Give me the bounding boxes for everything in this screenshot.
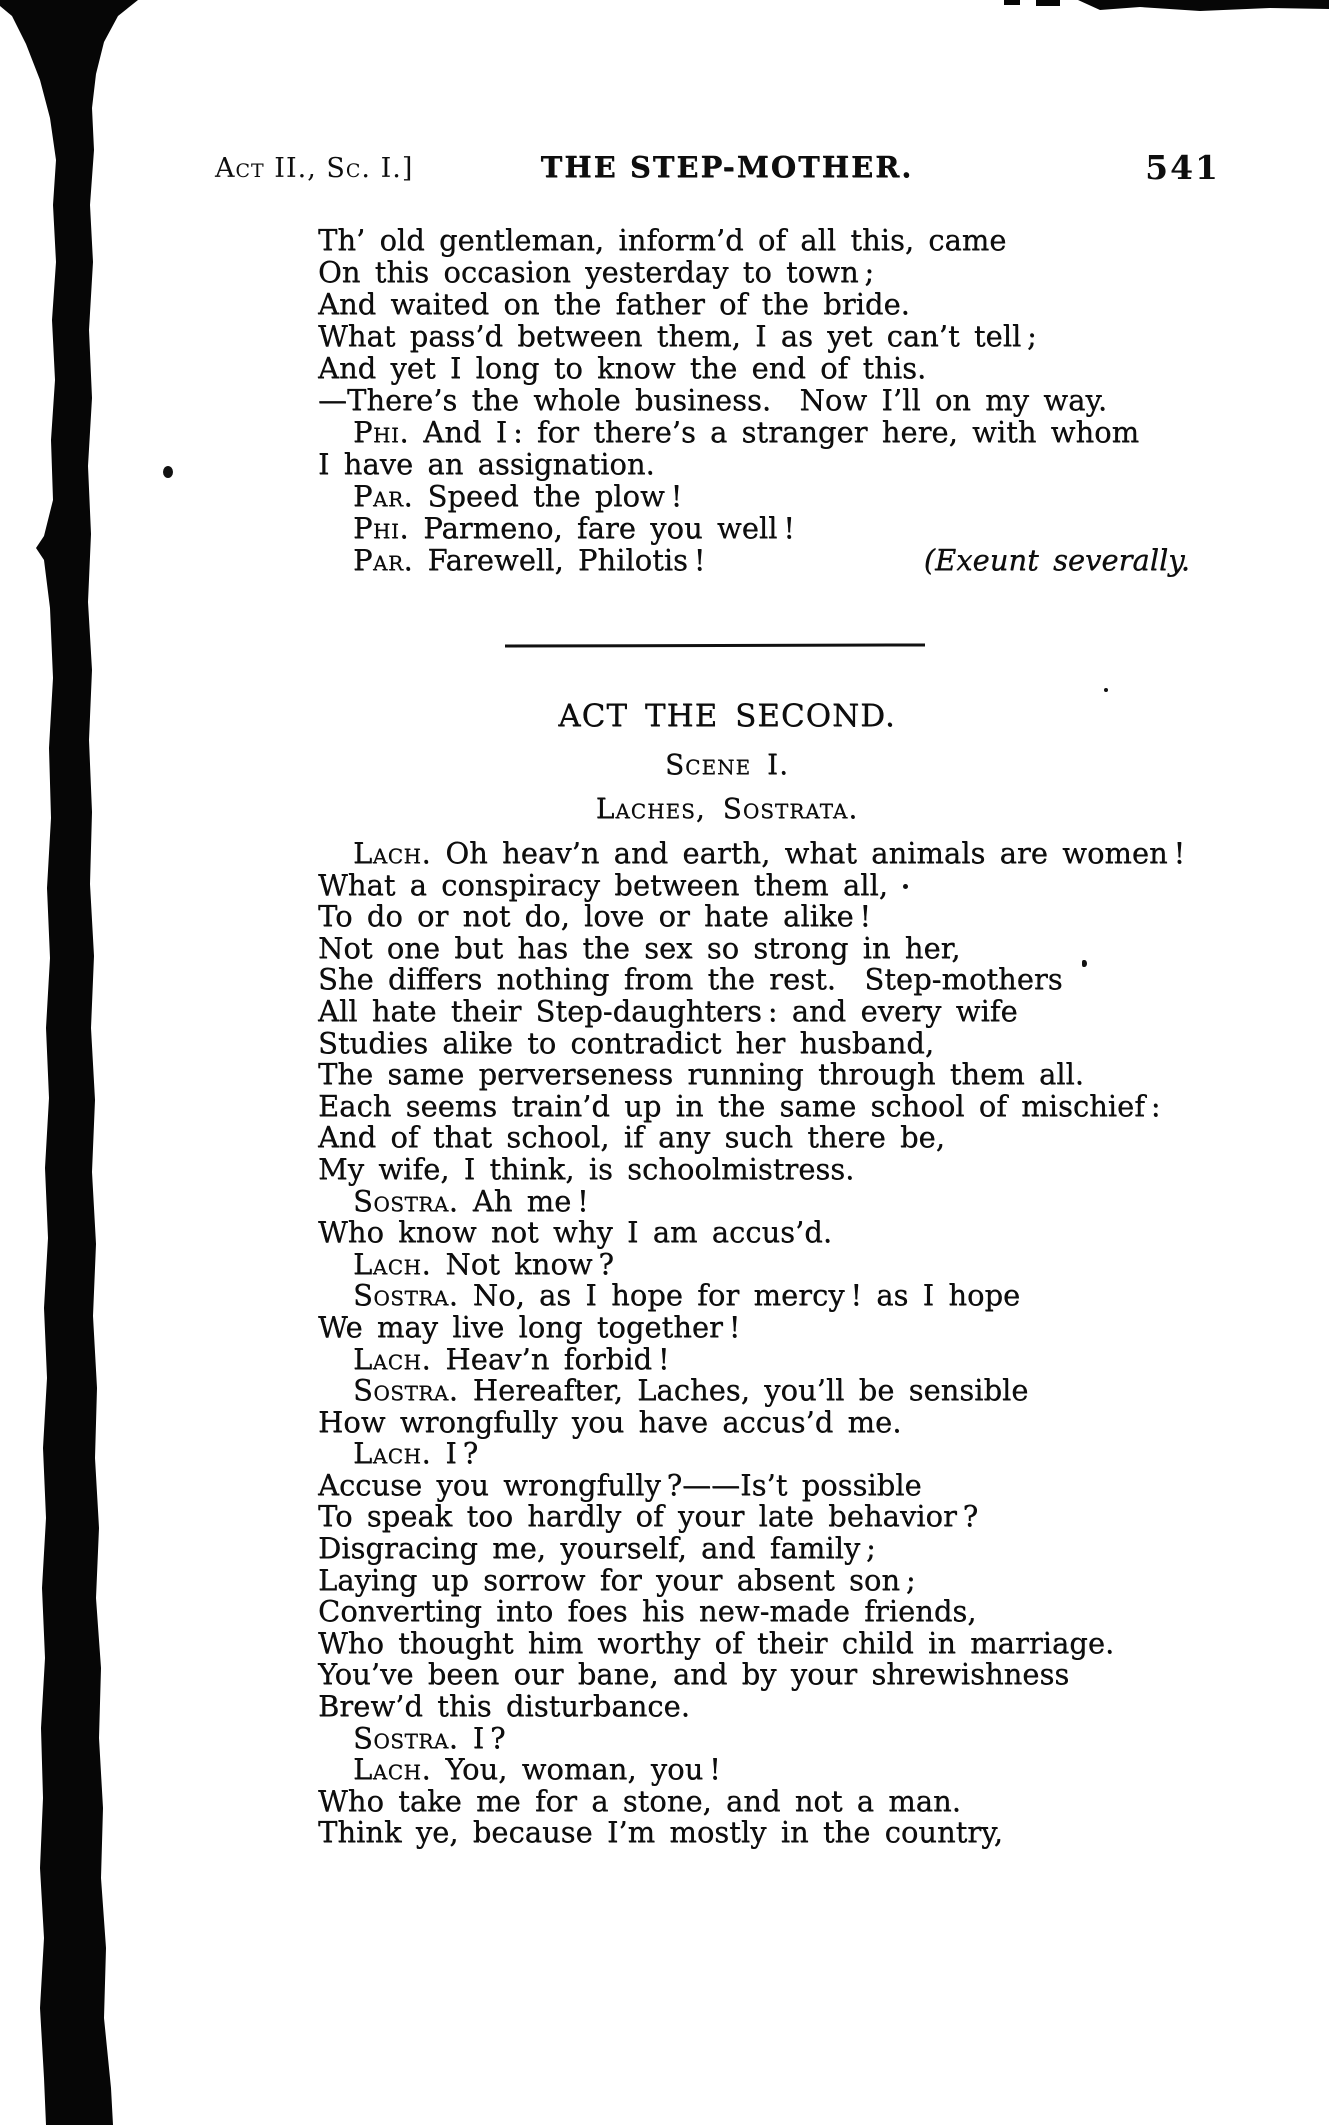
verse-line [318,480,1190,512]
ink-speck [1104,688,1108,692]
verse-text: Hereafter, Laches, you’ll be sensible [472,1373,1029,1408]
verse-line [318,1783,1190,1818]
verse-text: I ? [472,1720,506,1755]
running-header [0,150,1329,186]
verse-text: On this occasion yesterday to town ; [318,255,875,289]
verse-text: Who know not why I am accus’d. [318,1215,833,1250]
verse-text: —There’s the whole business. Now I’ll on my way. [318,383,1108,417]
verse-line [318,1754,1190,1786]
verse-line [318,1501,1190,1533]
section-divider [505,643,925,647]
verse-text: I ? [445,1436,479,1471]
verse-text: Each seems train’d up in the same school of mischief : [318,1088,1161,1123]
scene-heading: Scene I. [664,748,790,781]
verse-text: And waited on the father of the bride. [318,287,910,321]
verse-line [318,1151,1190,1186]
verse-line [318,1625,1190,1660]
stage-direction: (Exeunt severally. [923,543,1190,577]
verse-text: Think ye, because I’m mostly in the country, [318,1815,1003,1850]
verse-text: Brew’d this disturbance. [318,1689,690,1724]
verse-text: She differs nothing from the rest. Step-mothers [318,962,1063,997]
verse-line [318,1720,1190,1755]
verse-text: Converting into foes his new-made friends, [318,1594,977,1629]
verse-text: Not one but has the sex so strong in her, [318,930,961,965]
speaker-name: Sostra. [353,1183,459,1218]
speaker-name: Phi. [353,415,410,449]
verse-line [318,838,1190,870]
verse-line [318,448,1190,480]
verse-text: And I : for there’s a stranger here, with whom [423,415,1140,449]
verse-text: Oh heav’n and earth, what animals are women ! [445,836,1186,870]
act-heading: ACT THE SECOND. [558,698,896,734]
verse-line [318,512,1190,544]
verse-text: Parmeno, fare you well ! [423,511,795,545]
verse-line [318,867,1190,902]
verse-line [318,224,1190,256]
verse-line [318,288,1190,320]
scene-characters: Laches, Sostrata. [595,792,859,825]
verse-line [318,1659,1190,1691]
verse-line [318,1122,1190,1154]
verse-text: Not know ? [445,1246,614,1281]
verse-text: What pass’d between them, I as yet can’t tell ; [318,319,1037,353]
verse-text: My wife, I think, is schoolmistress. [318,1151,855,1186]
verse-line [318,1088,1190,1123]
verse-text: I have an assignation. [318,447,655,481]
speaker-name: Par. [353,543,414,577]
verse-text: What a conspiracy between them all, [318,867,888,902]
header-book-title: THE STEP-MOTHER. [540,150,914,184]
verse-line [318,1562,1190,1597]
speaker-name: Phi. [353,511,410,545]
verse-text: To do or not do, love or hate alike ! [318,899,872,934]
verse-line [318,1691,1190,1723]
verse-text: Ah me ! [472,1183,589,1218]
verse-text: Studies alike to contradict her husband, [318,1025,935,1060]
ink-speck [903,884,908,889]
speaker-name: Sostra. [353,1373,459,1408]
verse-text: The same perverseness running through them all. [318,1057,1085,1092]
verse-line [318,1404,1190,1439]
verse-line [318,1817,1190,1849]
verse-line [318,1183,1190,1218]
speaker-name: Lach. [353,1436,432,1471]
speaker-name: Sostra. [353,1720,459,1755]
speaker-name: Lach. [353,836,432,870]
verse-line [318,1467,1190,1502]
ink-speck [1082,960,1087,967]
speaker-name: Lach. [353,1752,432,1787]
verse-text: No, as I hope for mercy ! as I hope [472,1278,1021,1313]
verse-line [318,1025,1190,1060]
verse-line [318,256,1190,288]
verse-text: Who thought him worthy of their child in marriage. [318,1625,1115,1660]
verse-text: Disgracing me, yourself, and family ; [318,1531,876,1566]
verse-line [318,1246,1190,1281]
verse-line [318,352,1190,384]
verse-line [318,1217,1190,1249]
speaker-name: Lach. [353,1246,432,1281]
verse-line [318,930,1190,965]
verse-line [318,1280,1190,1312]
verse-line [318,1341,1190,1376]
verse-text: We may live long together ! [318,1309,741,1344]
verse-text: How wrongfully you have accus’d me. [318,1404,902,1439]
verse-text: All hate their Step-daughters : and every wife [318,993,1018,1028]
verse-text: Laying up sorrow for your absent son ; [318,1562,916,1597]
verse-line [318,964,1190,996]
verse-line [318,901,1190,933]
verse-text: Farewell, Philotis ! [427,543,706,577]
margin-ink-dot [163,466,173,478]
verse-text: Accuse you wrongfully ?——Is’t possible [318,1467,922,1502]
verse-line [318,384,1190,416]
verse-line [318,1059,1190,1091]
verse-line [318,1438,1190,1470]
verse-line [318,1533,1190,1565]
speaker-name: Par. [353,479,414,513]
verse-line [318,1309,1190,1344]
scene-dialogue-block [318,838,1190,1849]
verse-line [318,416,1190,448]
verse-text: To speak too hardly of your late behavior ? [318,1499,979,1534]
verse-text: You, woman, you ! [445,1752,721,1787]
verse-text: And of that school, if any such there be, [318,1120,945,1155]
verse-line [318,320,1190,352]
opening-dialogue-block [318,224,1190,576]
verse-text: Th’ old gentleman, inform’d of all this, came [318,223,1007,257]
verse-line [318,544,1190,576]
verse-line [318,993,1190,1028]
page-number: 541 [1145,148,1220,187]
verse-line [318,1375,1190,1407]
speaker-name: Sostra. [353,1278,459,1313]
verse-text: Who take me for a stone, and not a man. [318,1783,961,1818]
verse-text: You’ve been our bane, and by your shrewishness [318,1657,1070,1692]
verse-line [318,1596,1190,1628]
verse-text: Speed the plow ! [427,479,683,513]
header-act-scene: Act II., Sc. I.] [215,153,414,184]
verse-text: Heav’n forbid ! [445,1341,670,1376]
speaker-name: Lach. [353,1341,432,1376]
verse-text: And yet I long to know the end of this. [318,351,927,385]
